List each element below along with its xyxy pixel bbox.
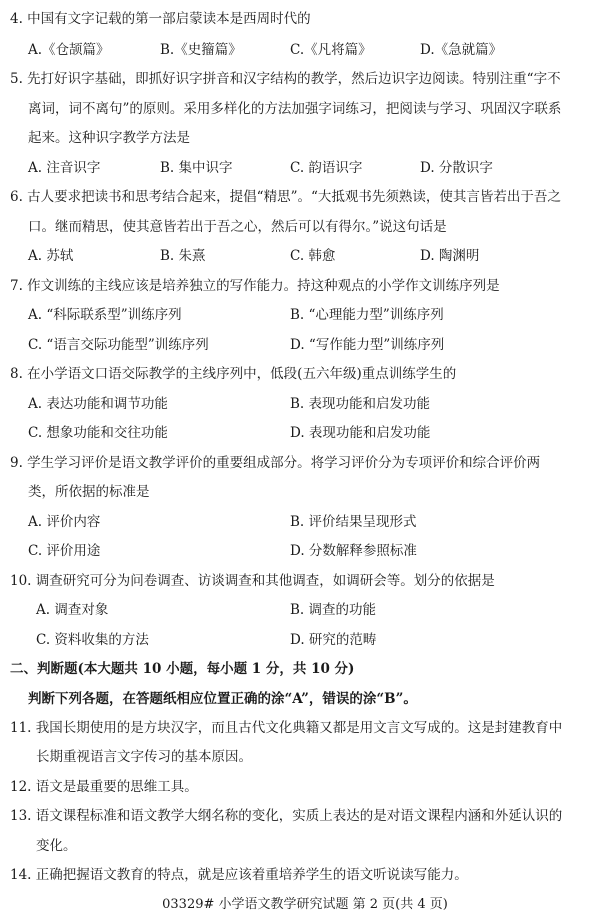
- question-7-option-c: C. “语言交际功能型”训练序列: [28, 337, 209, 353]
- question-8-option-d: D. 表现功能和启发功能: [290, 425, 431, 441]
- question-7-option-d: D. “写作能力型”训练序列: [290, 337, 445, 353]
- question-4-option-d: D.《急就篇》: [420, 42, 503, 58]
- question-8-option-b: B. 表现功能和启发功能: [290, 396, 431, 412]
- question-8-option-c: C. 想象功能和交往功能: [28, 425, 168, 441]
- question-5-text-line-2: 离词，词不离句”的原则。采用多样化的方法加强字词练习，把阅读与学习、巩固汉字联系: [28, 101, 562, 117]
- question-9-text-line-2: 类，所依据的标准是: [28, 484, 150, 500]
- question-8-text: 8. 在小学语文口语交际教学的主线序列中，低段(五六年级)重点训练学生的: [10, 366, 457, 382]
- question-6-option-d: D. 陶渊明: [420, 248, 480, 264]
- question-11-text-line-2: 长期重视语言文字传习的基本原因。: [36, 749, 252, 765]
- question-9-option-c: C. 评价用途: [28, 543, 101, 559]
- question-10-text: 10. 调查研究可分为问卷调查、访谈调查和其他调查，如调研会等。划分的依据是: [10, 573, 495, 589]
- question-10-option-c: C. 资料收集的方法: [36, 632, 149, 648]
- question-5-text-line-1: 5. 先打好识字基础，即抓好识字拼音和汉字结构的教学，然后边识字边阅读。特别注重“字不: [10, 71, 561, 87]
- question-7-option-b: B. “心理能力型”训练序列: [290, 307, 444, 323]
- question-5-option-d: D. 分散识字: [420, 160, 493, 176]
- question-9-option-d: D. 分数解释参照标准: [290, 543, 417, 559]
- question-9-text-line-1: 9. 学生学习评价是语文教学评价的重要组成部分。将学习评价分为专项评价和综合评价两: [10, 455, 541, 471]
- question-7-text: 7. 作文训练的主线应该是培养独立的写作能力。持这种观点的小学作文训练序列是: [10, 278, 500, 294]
- question-4-option-a: A.《仓颉篇》: [28, 42, 110, 58]
- section-2-instruction: 判断下列各题，在答题纸相应位置正确的涂“A”，错误的涂“B”。: [28, 691, 417, 707]
- question-11-text-line-1: 11. 我国长期使用的是方块汉字，而且古代文化典籍又都是用文言文写成的。这是封建教育中: [10, 720, 563, 736]
- question-4-text: 4. 中国有文字记载的第一部启蒙读本是西周时代的: [10, 11, 311, 27]
- question-10-option-b: B. 调查的功能: [290, 602, 377, 618]
- question-5-text-line-3: 起来。这种识字教学方法是: [28, 130, 190, 146]
- question-8-option-a: A. 表达功能和调节功能: [28, 396, 168, 412]
- question-5-option-c: C. 韵语识字: [290, 160, 363, 176]
- question-10-option-d: D. 研究的范畴: [290, 632, 377, 648]
- question-9-option-a: A. 评价内容: [28, 514, 101, 530]
- question-10-option-a: A. 调查对象: [36, 602, 109, 618]
- question-5-option-b: B. 集中识字: [160, 160, 233, 176]
- question-13-text-line-2: 变化。: [36, 838, 77, 854]
- question-4-option-c: C.《凡将篇》: [290, 42, 372, 58]
- page-footer: 03329# 小学语文教学研究试题 第 2 页(共 4 页): [162, 897, 448, 912]
- question-6-option-a: A. 苏轼: [28, 248, 74, 264]
- question-4-option-b: B.《史籀篇》: [160, 42, 242, 58]
- question-5-option-a: A. 注音识字: [28, 160, 101, 176]
- question-6-text-line-1: 6. 古人要求把读书和思考结合起来，提倡“精思”。“大抵观书先须熟读，使其言皆若出于吾之: [10, 189, 561, 205]
- question-12-text: 12. 语文是最重要的思维工具。: [10, 779, 198, 795]
- question-13-text-line-1: 13. 语文课程标准和语文教学大纲名称的变化，实质上表达的是对语文课程内涵和外延认识的: [10, 808, 563, 824]
- question-9-option-b: B. 评价结果呈现形式: [290, 514, 417, 530]
- question-14-text: 14. 正确把握语文教育的特点，就是应该着重培养学生的语文听说读写能力。: [10, 867, 468, 883]
- section-2-title: 二、判断题(本大题共 10 小题，每小题 1 分，共 10 分): [10, 661, 355, 677]
- question-6-option-c: C. 韩愈: [290, 248, 336, 264]
- question-7-option-a: A. “科际联系型”训练序列: [28, 307, 182, 323]
- question-6-option-b: B. 朱熹: [160, 248, 206, 264]
- question-6-text-line-2: 口。继而精思，使其意皆若出于吾之心，然后可以有得尔。”说这句话是: [28, 219, 447, 235]
